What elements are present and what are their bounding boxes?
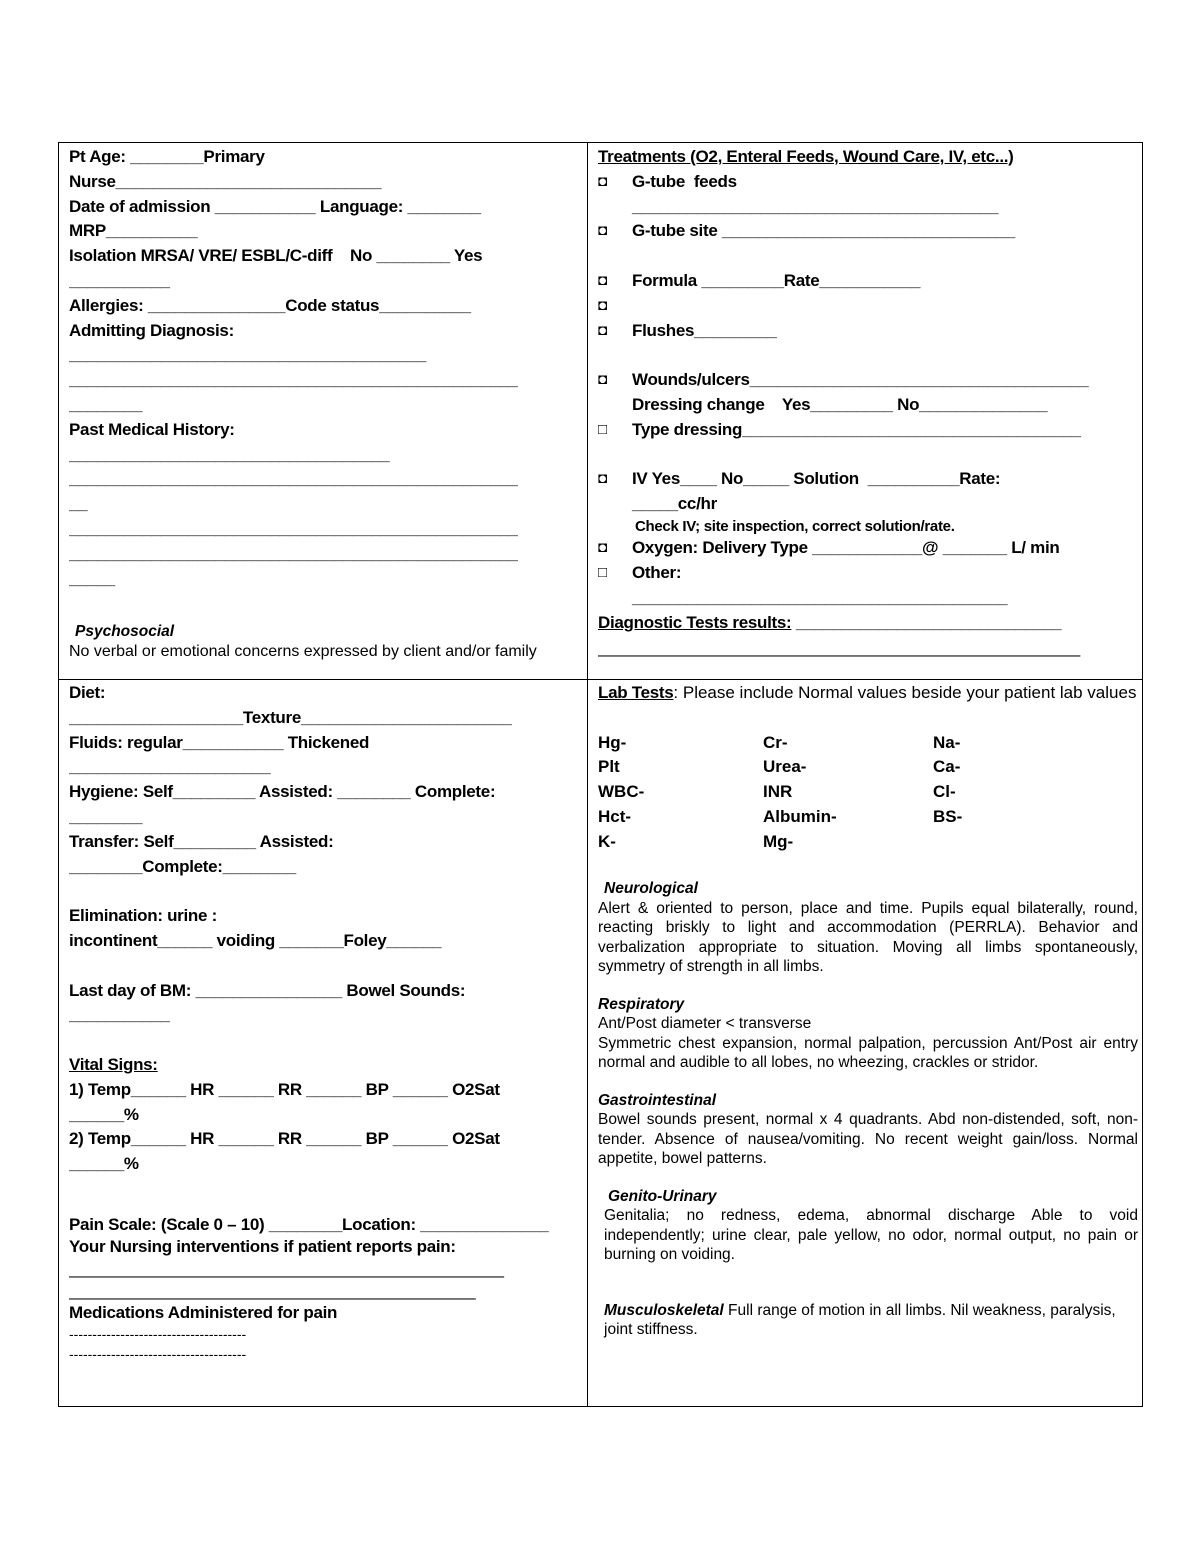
form-line: _________________________________________________ <box>69 543 518 563</box>
checkbox-bullet-icon: ◘ <box>598 321 607 339</box>
treatment-item <box>598 195 1138 220</box>
vital-signs-line: 2) Temp______ HR ______ RR ______ BP ______ O2Sat <box>69 1129 500 1149</box>
form-line: Hygiene: Self_________ Assisted: ________ Complete: <box>69 782 496 802</box>
treatment-item-text: G-tube site ________________________________ <box>632 221 1015 241</box>
treatment-item <box>598 393 1138 418</box>
medications-line-1: -------------------------------------- <box>69 1325 247 1342</box>
appointments-row <box>598 654 1138 678</box>
neurological-text: Alert & oriented to person, place and time. Pupils equal bilaterally, round, reacting briskly to light and accommodation (PERRLA). Behavior and verbalization appropriate to situation. Moving all limbs spontaneously, symmetry of strength in all limbs. <box>598 899 1138 976</box>
genito-urinary-text: Genitalia; no redness, edema, abnormal discharge Able to void independently; urine clear, pale yellow, no odor, normal output, no pain or burning on voiding. <box>604 1207 1138 1264</box>
column-divider <box>587 143 588 1406</box>
gastrointestinal-text: Bowel sounds present, normal x 4 quadrants. Abd non-distended, soft, non-tender. Absence of nausea/vomiting. No recent weight gain/loss. Normal appetite, bowel patterns. <box>598 1111 1138 1168</box>
care-needs-lines <box>69 681 579 1053</box>
musculoskeletal-text: Full range of motion in all limbs. Nil weakness, paralysis, joint stiffness. <box>604 1301 1116 1339</box>
pain-interventions: Your Nursing interventions if patient reports pain: <box>69 1236 456 1256</box>
iv-check-note: Check IV; site inspection, correct solution/rate. <box>635 517 955 535</box>
form-line: ________ <box>69 394 143 414</box>
row-divider <box>59 679 1142 680</box>
treatment-item <box>598 443 1138 468</box>
form-line <box>69 954 579 979</box>
lab-tests-intro <box>598 681 1138 706</box>
checkbox-bullet-icon: ◘ <box>598 271 607 289</box>
respiratory-title: Respiratory <box>598 995 685 1013</box>
neurological-block <box>598 879 1138 977</box>
lab-value-label: Mg- <box>763 831 794 851</box>
form-line: Pt Age: ________Primary <box>69 147 265 166</box>
treatment-item <box>598 368 1138 393</box>
patient-info-lines <box>69 145 579 591</box>
lab-value-label: WBC- <box>598 782 645 802</box>
pain-line-1: ______________________________________________ <box>69 1258 504 1278</box>
lab-value-label <box>933 830 1053 855</box>
treatment-item <box>598 170 1138 195</box>
medications-title: Medications Administered for pain <box>69 1302 338 1322</box>
treatment-item <box>598 294 1138 319</box>
lab-value-label: Hct- <box>598 806 632 826</box>
treatment-item <box>598 561 1138 586</box>
treatment-item-text: _____cc/hr <box>632 494 717 514</box>
treatment-item <box>598 492 1138 517</box>
patient-care-form <box>58 142 1143 1407</box>
form-line: _________________________________________________ <box>69 370 518 390</box>
form-line: Past Medical History: <box>69 419 235 439</box>
treatment-item <box>598 467 1138 492</box>
form-line: _______________________________________ <box>69 345 427 365</box>
diagnostic-tests-row <box>598 611 1138 636</box>
lab-value-label: Cl- <box>933 782 956 802</box>
form-line: ___________ <box>69 270 170 290</box>
form-line: Nurse_____________________________ <box>69 171 382 191</box>
form-line: ___________________________________ <box>69 444 390 464</box>
form-line: _________________________________________________ <box>69 518 518 538</box>
form-line: ________Complete:________ <box>69 856 296 876</box>
treatment-item <box>598 319 1138 344</box>
diagnostic-tests-label: Diagnostic Tests results: <box>598 612 792 632</box>
diagnostic-tests-line: ___________________________________________________ <box>598 637 1081 657</box>
lab-values-grid <box>598 731 1138 855</box>
treatment-item <box>598 343 1138 368</box>
form-line: ___________________Texture_______________________ <box>69 707 512 727</box>
form-line: Allergies: _______________Code status__________ <box>69 295 471 315</box>
checkbox-bullet-icon: ◘ <box>598 371 607 389</box>
vital-signs-lines <box>69 1078 579 1177</box>
musculoskeletal-title: Musculoskeletal <box>604 1301 724 1319</box>
form-line: _____ <box>69 568 115 588</box>
vital-signs-line: 1) Temp______ HR ______ RR ______ BP ______ O2Sat <box>69 1079 500 1099</box>
treatment-item <box>598 219 1138 244</box>
checkbox-bullet-icon: ◘ <box>598 172 607 190</box>
genito-urinary-block <box>598 1187 1138 1265</box>
treatment-item <box>598 269 1138 294</box>
form-line: __ <box>69 494 88 514</box>
form-line: Last day of BM: ________________ Bowel Sounds: <box>69 980 466 1000</box>
lab-value-label: Urea- <box>763 757 807 777</box>
checkbox-bullet-icon: ◘ <box>598 470 607 488</box>
checkbox-bullet-icon: ◘ <box>598 539 607 557</box>
form-line: MRP__________ <box>69 221 198 241</box>
checkbox-bullet-icon: ◘ <box>598 222 607 240</box>
form-line: _________________________________________________ <box>69 469 518 489</box>
treatment-item <box>598 586 1138 611</box>
lab-value-label: Plt <box>598 757 620 777</box>
vital-signs-line: ______% <box>69 1154 139 1174</box>
treatments-list <box>598 170 1138 517</box>
treatment-item-text: Oxygen: Delivery Type ____________@ _______ L/ min <box>632 538 1060 558</box>
form-line <box>69 879 579 904</box>
treatments-section <box>598 145 1138 678</box>
respiratory-block <box>598 995 1138 1073</box>
form-line: Admitting Diagnosis: <box>69 320 234 340</box>
treatments-title: Treatments (O2, Enteral Feeds, Wound Care, IV, etc...) <box>598 147 1014 166</box>
checkbox-bullet-icon: □ <box>598 564 607 582</box>
psychosocial-title: Psychosocial <box>75 623 175 641</box>
treatment-item-text: Wounds/ulcers_____________________________________ <box>632 370 1089 390</box>
lab-value-label: Cr- <box>763 732 788 752</box>
pain-line-2: ___________________________________________ <box>69 1280 476 1300</box>
treatments-list-2 <box>598 536 1138 610</box>
form-line: Elimination: urine : <box>69 906 217 926</box>
checkbox-bullet-icon: ◘ <box>598 296 607 314</box>
lab-value-label: Hg- <box>598 732 627 752</box>
form-line: Diet: <box>69 683 106 702</box>
treatment-item <box>598 418 1138 443</box>
treatment-item-text: ________________________________________ <box>632 196 999 216</box>
form-line: Isolation MRSA/ VRE/ ESBL/C-diff No ________ Yes <box>69 246 483 266</box>
lab-value-label: Na- <box>933 732 961 752</box>
genito-urinary-title: Genito-Urinary <box>608 1187 717 1205</box>
form-line: Fluids: regular___________ Thickened <box>69 732 370 752</box>
lab-tests-text: : Please include Normal values beside your patient lab values <box>673 683 1137 702</box>
lab-tests-title: Lab Tests <box>598 683 674 702</box>
form-line: ___________ <box>69 1005 170 1025</box>
lab-value-label: INR <box>763 782 793 802</box>
treatment-item-text: G-tube feeds <box>632 171 737 191</box>
respiratory-text-1: Ant/Post diameter < transverse <box>598 1015 812 1033</box>
care-needs-section <box>69 681 579 1364</box>
neurological-title: Neurological <box>604 880 698 898</box>
assessment-section <box>598 681 1138 1340</box>
pain-scale: Pain Scale: (Scale 0 – 10) ________Location: ______________ <box>69 1214 549 1234</box>
form-line <box>69 1028 579 1053</box>
gastrointestinal-block <box>598 1091 1138 1169</box>
treatment-item-text: IV Yes____ No_____ Solution __________Rate: <box>632 469 1001 489</box>
treatment-item-text: Flushes_________ <box>632 320 777 340</box>
checkbox-bullet-icon: □ <box>598 420 607 438</box>
form-line: Date of admission ___________ Language: ________ <box>69 196 481 216</box>
medications-line-2: -------------------------------------- <box>69 1345 247 1362</box>
vital-signs-line: ______% <box>69 1104 139 1124</box>
vital-signs-title: Vital Signs: <box>69 1054 158 1074</box>
treatment-item-text: Dressing change Yes_________ No______________ <box>632 394 1048 414</box>
treatment-item <box>598 244 1138 269</box>
form-line: ______________________ <box>69 757 271 777</box>
treatment-item-text: Type dressing_____________________________________ <box>632 419 1081 439</box>
gastrointestinal-title: Gastrointestinal <box>598 1091 716 1109</box>
psychosocial-text: No verbal or emotional concerns expressed by client and/or family <box>69 642 537 660</box>
treatment-item-text: _________________________________________ <box>632 588 1008 608</box>
form-line: Transfer: Self_________ Assisted: <box>69 831 334 851</box>
lab-value-label: Ca- <box>933 757 961 777</box>
lab-value-label: K- <box>598 831 616 851</box>
form-line: incontinent______ voiding _______Foley______ <box>69 930 442 950</box>
lab-value-label: Albumin- <box>763 806 837 826</box>
musculoskeletal-block <box>598 1301 1138 1340</box>
diagnostic-tests-blank: _____________________________ <box>791 612 1062 632</box>
respiratory-text-2: Symmetric chest expansion, normal palpation, percussion Ant/Post air entry normal and audible to all lobes, no wheezing, crackles or stridor. <box>598 1034 1138 1072</box>
treatment-item <box>598 536 1138 561</box>
treatment-item-text: Other: <box>632 563 682 583</box>
lab-value-label: BS- <box>933 806 963 826</box>
treatment-item-text: Formula _________Rate___________ <box>632 270 921 290</box>
form-line: ________ <box>69 806 143 826</box>
patient-info-section <box>69 145 579 661</box>
